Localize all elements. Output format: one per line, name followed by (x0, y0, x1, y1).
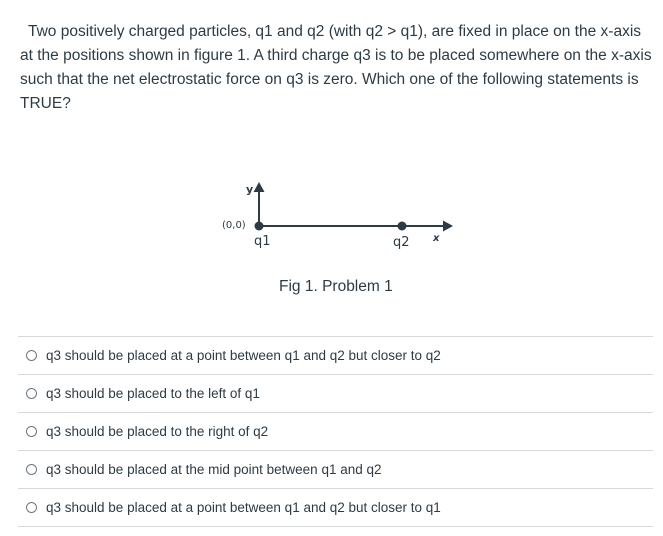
answer-option[interactable] (18, 413, 653, 451)
q1-label: q1 (254, 234, 271, 249)
answer-option[interactable] (18, 375, 653, 413)
radio-circle-icon[interactable] (26, 502, 37, 513)
origin-label: (0,0) (222, 220, 246, 231)
y-axis-label: y (246, 183, 254, 196)
radio-circle-icon[interactable] (26, 388, 37, 399)
answer-option[interactable] (18, 337, 653, 375)
x-axis-arrowhead (443, 221, 453, 232)
figure-caption: Fig 1. Problem 1 (279, 278, 393, 295)
answer-option[interactable] (18, 489, 653, 527)
radio-circle-icon[interactable] (26, 350, 37, 361)
q2-charge-dot (398, 222, 407, 231)
answer-label: q3 should be placed at a point between q1 and q2 but closer to q1 (46, 500, 441, 515)
answer-label: q3 should be placed to the left of q1 (46, 386, 260, 401)
answer-list (18, 336, 653, 527)
answer-label: q3 should be placed at the mid point between q1 and q2 (46, 462, 382, 477)
q1-charge-dot (255, 222, 264, 231)
radio-circle-icon[interactable] (26, 426, 37, 437)
q2-label: q2 (393, 235, 410, 250)
x-axis-label: x (433, 233, 440, 244)
answer-label: q3 should be placed to the right of q2 (46, 424, 269, 439)
radio-circle-icon[interactable] (26, 464, 37, 475)
answer-option[interactable] (18, 451, 653, 489)
question-text: Two positively charged particles, q1 and q2 (with q2 > q1), are fixed in place on the x-axis at the positions shown in figure 1. A third charge q3 is to be placed somewhere on the x-axis such that the net electrostatic force on q3 is zero. Which one of the following statements is TRUE? (20, 23, 652, 112)
answer-label: q3 should be placed at a point between q1 and q2 but closer to q2 (46, 348, 441, 363)
y-axis-arrowhead (254, 182, 265, 192)
